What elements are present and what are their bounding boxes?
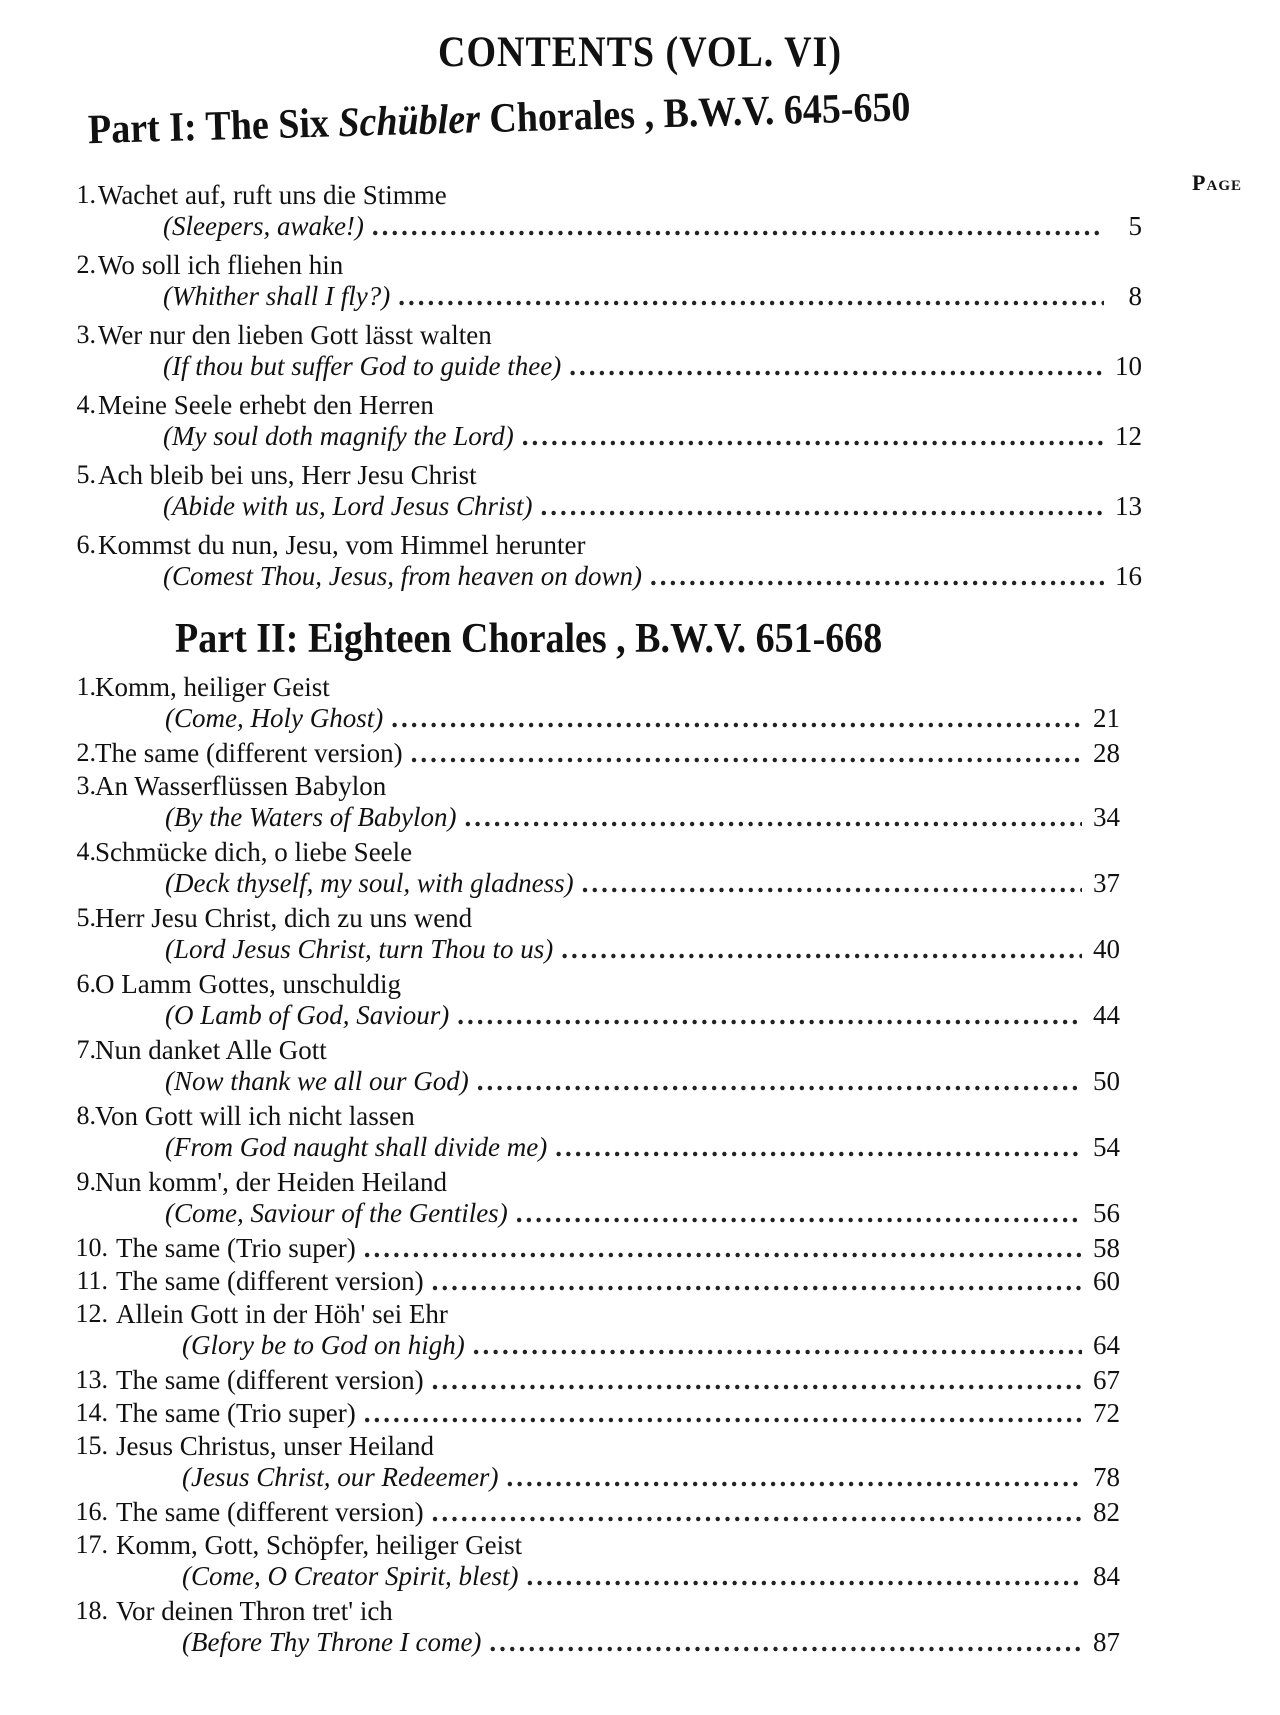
dot-leader bbox=[555, 1132, 1082, 1163]
entry-page-number: 13 bbox=[1115, 491, 1142, 521]
toc-entry[interactable] bbox=[0, 969, 1280, 1037]
toc-entry[interactable] bbox=[0, 320, 1280, 388]
entry-english-title: (Sleepers, awake!) bbox=[163, 211, 364, 241]
entry-german-title: Nun komm', der Heiden Heiland bbox=[95, 1167, 448, 1197]
entry-number: 18. bbox=[75, 1596, 108, 1625]
entry-english-title: (My soul doth magnify the Lord) bbox=[163, 421, 514, 451]
entry-english-title: (From God naught shall divide me) bbox=[165, 1132, 548, 1162]
page-column-label: Page bbox=[1192, 170, 1242, 195]
toc-entry[interactable] bbox=[0, 1497, 1280, 1531]
entry-page-number: 16 bbox=[1115, 561, 1142, 591]
toc-entry[interactable] bbox=[0, 1365, 1280, 1399]
toc-entry[interactable] bbox=[0, 738, 1280, 772]
entry-number: 13. bbox=[75, 1365, 108, 1394]
dot-leader bbox=[489, 1627, 1082, 1658]
entry-german-title: Komm, heiliger Geist bbox=[95, 672, 330, 702]
entry-page-number: 5 bbox=[1128, 211, 1142, 241]
entry-german-title: Wo soll ich fliehen hin bbox=[98, 250, 344, 280]
entry-german-title: Komm, Gott, Schöpfer, heiliger Geist bbox=[116, 1530, 523, 1560]
entry-german-title: Vor deinen Thron tret' ich bbox=[116, 1596, 393, 1626]
entry-german-title: The same (Trio super) bbox=[116, 1398, 356, 1428]
entry-german-title: The same (different version) bbox=[116, 1266, 424, 1296]
entry-english-title: (If thou but suffer God to guide thee) bbox=[163, 351, 562, 381]
entry-page-number: 28 bbox=[1093, 738, 1120, 768]
part-2-heading-text: Part II: Eighteen Chorales , B.W.V. 651-668 bbox=[175, 615, 883, 663]
toc-entry[interactable] bbox=[0, 390, 1280, 458]
entry-german-title: The same (different version) bbox=[116, 1365, 424, 1395]
entry-page-number: 56 bbox=[1093, 1198, 1120, 1228]
entry-german-title: An Wasserflüssen Babylon bbox=[95, 771, 387, 801]
entry-english-title: (Abide with us, Lord Jesus Christ) bbox=[163, 491, 533, 521]
entry-page-number: 37 bbox=[1093, 868, 1120, 898]
entry-german-title: Jesus Christus, unser Heiland bbox=[116, 1431, 434, 1461]
entry-german-title: Schmücke dich, o liebe Seele bbox=[95, 837, 413, 867]
entry-page-number: 44 bbox=[1093, 1000, 1120, 1030]
toc-entry[interactable] bbox=[0, 1596, 1280, 1664]
entry-page-number: 58 bbox=[1093, 1233, 1120, 1263]
entry-english-title: (Now thank we all our God) bbox=[165, 1066, 469, 1096]
entry-german-title: Kommst du nun, Jesu, vom Himmel herunter bbox=[98, 530, 586, 560]
toc-entry[interactable] bbox=[0, 460, 1280, 528]
entry-number: 10. bbox=[75, 1233, 108, 1262]
entry-number: 6. bbox=[76, 530, 96, 559]
entry-german-title: The same (different version) bbox=[95, 738, 403, 768]
part-1-heading-text: Part I: The Six bbox=[87, 99, 340, 154]
dot-leader bbox=[569, 351, 1104, 382]
toc-entry[interactable] bbox=[0, 1299, 1280, 1367]
entry-page-number: 34 bbox=[1093, 802, 1120, 832]
entry-number: 14. bbox=[75, 1398, 108, 1427]
entry-english-title: (Before Thy Throne I come) bbox=[182, 1627, 482, 1657]
dot-leader bbox=[411, 738, 1082, 769]
dot-leader bbox=[561, 934, 1082, 965]
entry-page-number: 72 bbox=[1093, 1398, 1120, 1428]
toc-entry[interactable] bbox=[0, 672, 1280, 740]
entry-english-title: (Come, Saviour of the Gentiles) bbox=[165, 1198, 508, 1228]
entry-page-number: 64 bbox=[1093, 1330, 1120, 1360]
toc-entry[interactable] bbox=[0, 1233, 1280, 1267]
entry-page-number: 21 bbox=[1093, 703, 1120, 733]
entry-german-title: Wachet auf, ruft uns die Stimme bbox=[98, 180, 447, 210]
entry-number: 6. bbox=[76, 969, 96, 998]
dot-leader bbox=[398, 281, 1104, 312]
entry-page-number: 60 bbox=[1093, 1266, 1120, 1296]
entry-number: 2. bbox=[76, 738, 96, 767]
entry-english-title: (Glory be to God on high) bbox=[182, 1330, 465, 1360]
dot-leader bbox=[391, 703, 1082, 734]
entry-page-number: 82 bbox=[1093, 1497, 1120, 1527]
entry-german-title: Allein Gott in der Höh' sei Ehr bbox=[116, 1299, 448, 1329]
entry-page-number: 87 bbox=[1093, 1627, 1120, 1657]
toc-entry[interactable] bbox=[0, 1530, 1280, 1598]
entry-number: 5. bbox=[76, 460, 96, 489]
entry-page-number: 40 bbox=[1093, 934, 1120, 964]
dot-leader bbox=[506, 1462, 1082, 1493]
entry-number: 9. bbox=[76, 1167, 96, 1196]
dot-leader bbox=[527, 1561, 1083, 1592]
entry-page-number: 78 bbox=[1093, 1462, 1120, 1492]
part-1-heading-suffix: Chorales , B.W.V. 645-650 bbox=[479, 83, 912, 143]
entry-number: 12. bbox=[75, 1299, 108, 1328]
toc-entry[interactable] bbox=[0, 180, 1280, 248]
entry-number: 15. bbox=[75, 1431, 108, 1460]
toc-entry[interactable] bbox=[0, 250, 1280, 318]
entry-number: 1. bbox=[76, 180, 96, 209]
entry-german-title: O Lamm Gottes, unschuldig bbox=[95, 969, 401, 999]
entry-english-title: (Whither shall I fly?) bbox=[163, 281, 391, 311]
dot-leader bbox=[650, 561, 1104, 592]
dot-leader bbox=[457, 1000, 1082, 1031]
entry-number: 16. bbox=[75, 1497, 108, 1526]
entry-english-title: (Come, O Creator Spirit, blest) bbox=[182, 1561, 519, 1591]
entry-german-title: Nun danket Alle Gott bbox=[95, 1035, 327, 1065]
entry-page-number: 12 bbox=[1115, 421, 1142, 451]
entry-english-title: (Comest Thou, Jesus, from heaven on down) bbox=[163, 561, 642, 591]
entry-number: 3. bbox=[76, 771, 96, 800]
part-1-heading-italic: Schübler bbox=[337, 95, 481, 147]
dot-leader bbox=[432, 1266, 1082, 1297]
entry-number: 5. bbox=[76, 903, 96, 932]
toc-entry[interactable] bbox=[0, 903, 1280, 971]
entry-german-title: Herr Jesu Christ, dich zu uns wend bbox=[95, 903, 473, 933]
entry-number: 4. bbox=[76, 390, 96, 419]
entry-english-title: (O Lamb of God, Saviour) bbox=[165, 1000, 450, 1030]
page-title: CONTENTS (VOL. VI) bbox=[438, 27, 842, 77]
dot-leader bbox=[473, 1330, 1082, 1361]
toc-entry[interactable] bbox=[0, 1266, 1280, 1300]
entry-german-title: Ach bleib bei uns, Herr Jesu Christ bbox=[98, 460, 477, 490]
dot-leader bbox=[582, 868, 1082, 899]
toc-entry[interactable] bbox=[0, 1398, 1280, 1432]
toc-entry[interactable] bbox=[0, 1101, 1280, 1169]
dot-leader bbox=[372, 211, 1104, 242]
entry-german-title: Von Gott will ich nicht lassen bbox=[95, 1101, 415, 1131]
part-1-heading bbox=[87, 83, 911, 154]
dot-leader bbox=[432, 1497, 1082, 1528]
entry-page-number: 54 bbox=[1093, 1132, 1120, 1162]
entry-german-title: The same (different version) bbox=[116, 1497, 424, 1527]
entry-english-title: (Lord Jesus Christ, turn Thou to us) bbox=[165, 934, 554, 964]
entry-number: 17. bbox=[75, 1530, 108, 1559]
entry-german-title: The same (Trio super) bbox=[116, 1233, 356, 1263]
entry-english-title: (By the Waters of Babylon) bbox=[165, 802, 457, 832]
entry-number: 2. bbox=[76, 250, 96, 279]
entry-number: 3. bbox=[76, 320, 96, 349]
dot-leader bbox=[541, 491, 1104, 522]
entry-number: 7. bbox=[76, 1035, 96, 1064]
entry-english-title: (Jesus Christ, our Redeemer) bbox=[182, 1462, 499, 1492]
entry-page-number: 50 bbox=[1093, 1066, 1120, 1096]
dot-leader bbox=[432, 1365, 1082, 1396]
dot-leader bbox=[522, 421, 1104, 452]
dot-leader bbox=[364, 1233, 1082, 1264]
entry-german-title: Meine Seele erhebt den Herren bbox=[98, 390, 434, 420]
entry-number: 1. bbox=[76, 672, 96, 701]
dot-leader bbox=[464, 802, 1082, 833]
entry-page-number: 8 bbox=[1128, 281, 1142, 311]
entry-german-title: Wer nur den lieben Gott lässt walten bbox=[98, 320, 492, 350]
toc-entry[interactable] bbox=[0, 530, 1280, 598]
entry-number: 11. bbox=[76, 1266, 108, 1295]
entry-page-number: 67 bbox=[1093, 1365, 1120, 1395]
dot-leader bbox=[364, 1398, 1082, 1429]
toc-entry[interactable] bbox=[0, 1035, 1280, 1103]
toc-entry[interactable] bbox=[0, 771, 1280, 839]
entry-page-number: 10 bbox=[1115, 351, 1142, 381]
dot-leader bbox=[477, 1066, 1082, 1097]
entry-english-title: (Deck thyself, my soul, with gladness) bbox=[165, 868, 574, 898]
entry-number: 8. bbox=[76, 1101, 96, 1130]
toc-entry[interactable] bbox=[0, 1167, 1280, 1235]
entry-english-title: (Come, Holy Ghost) bbox=[165, 703, 384, 733]
part-2-heading bbox=[175, 615, 882, 663]
toc-entry[interactable] bbox=[0, 1431, 1280, 1499]
toc-entry[interactable] bbox=[0, 837, 1280, 905]
entry-page-number: 84 bbox=[1093, 1561, 1120, 1591]
dot-leader bbox=[516, 1198, 1082, 1229]
entry-number: 4. bbox=[76, 837, 96, 866]
